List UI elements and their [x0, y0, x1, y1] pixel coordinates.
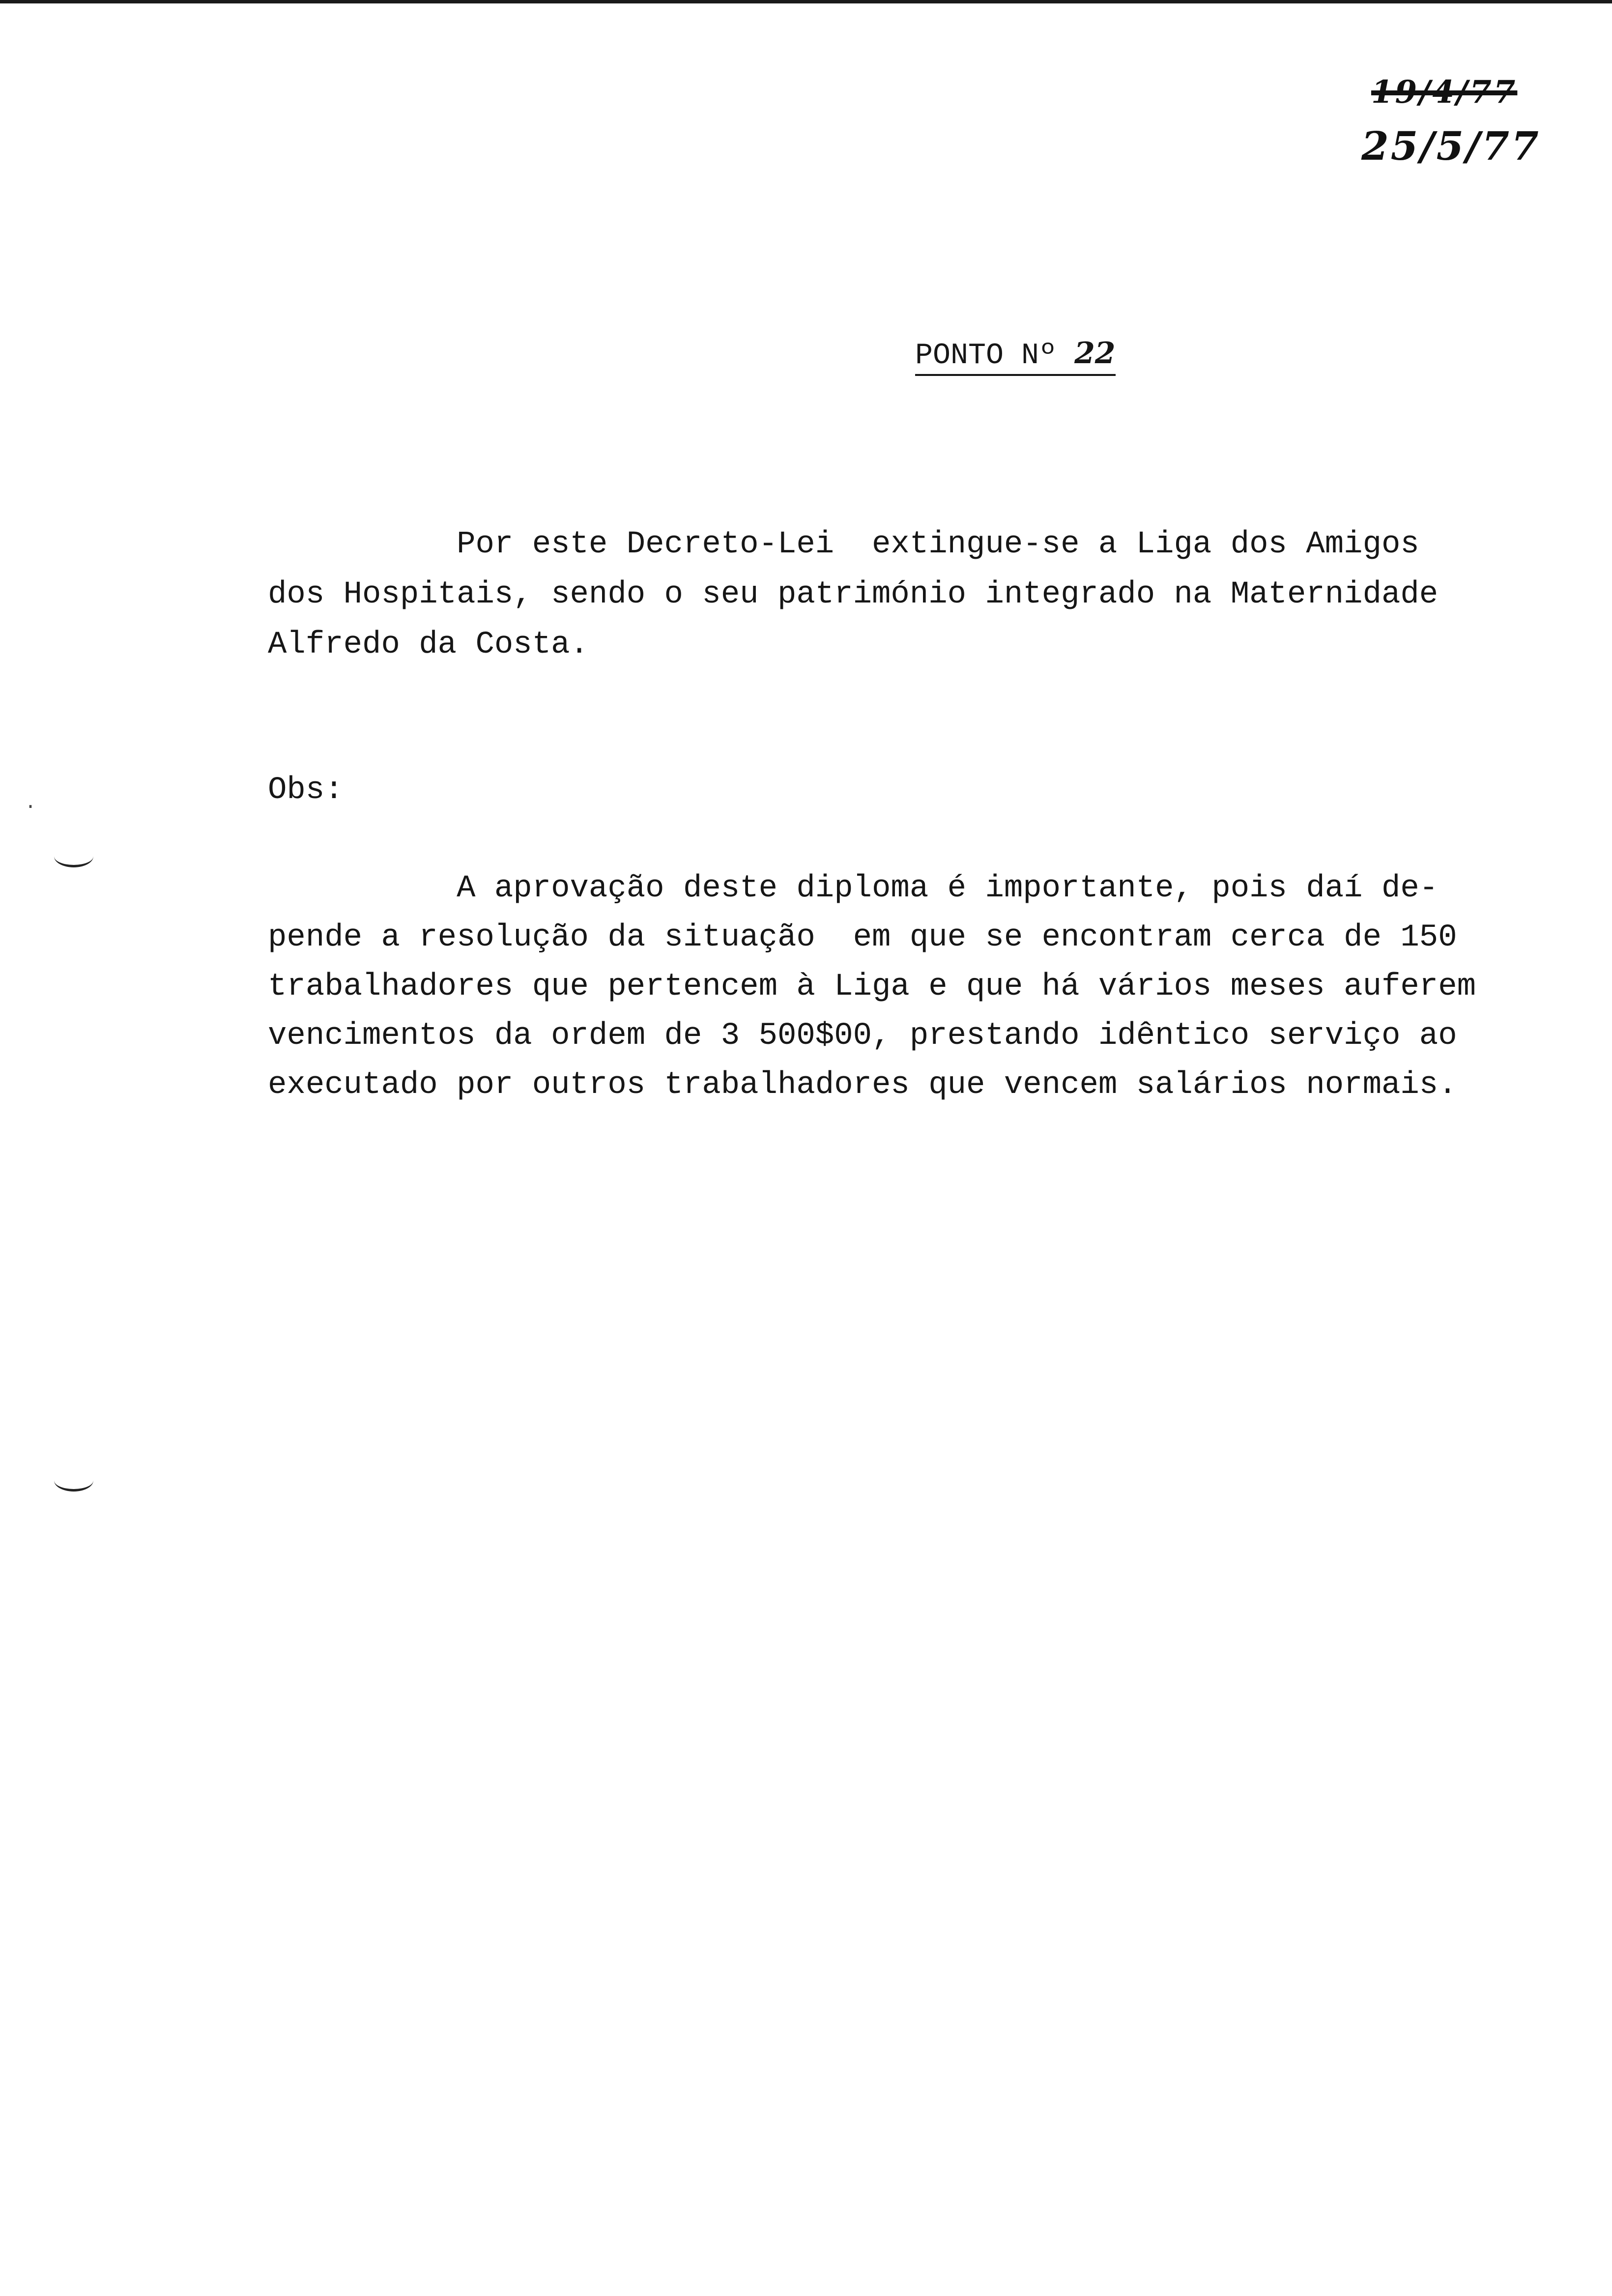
struck-date: 19/4/77	[1371, 74, 1518, 111]
paragraph2-line-5: executado por outros trabalhadores que vencem salários normais.	[268, 1067, 1457, 1103]
heading-label: PONTO Nº	[915, 339, 1075, 373]
handwritten-date: 25/5/77	[1361, 123, 1541, 169]
margin-punch-mark	[54, 1469, 93, 1492]
top-border-rule	[0, 0, 1612, 3]
margin-punch-mark	[54, 845, 93, 867]
margin-dots: ·	[25, 796, 37, 818]
ponto-heading	[915, 336, 1116, 376]
paragraph2-line-2: pende a resolução da situação em que se encontram cerca de 150	[268, 920, 1457, 955]
paragraph1-line-1: Por este Decreto-Lei extingue-se a Liga dos Amigos	[268, 527, 1419, 562]
obs-label: Obs:	[268, 773, 344, 808]
paragraph1-line-2: dos Hospitais, sendo o seu património integrado na Maternidade	[268, 577, 1439, 612]
paragraph2-line-1: A aprovação deste diploma é importante, pois daí de-	[268, 871, 1439, 906]
paragraph2-line-3: trabalhadores que pertencem à Liga e que há vários meses auferem	[268, 969, 1476, 1004]
paragraph2-line-4: vencimentos da ordem de 3 500$00, prestando idêntico serviço ao	[268, 1018, 1457, 1054]
heading-number: 22	[1074, 336, 1116, 371]
paragraph1-line-3: Alfredo da Costa.	[268, 627, 589, 662]
